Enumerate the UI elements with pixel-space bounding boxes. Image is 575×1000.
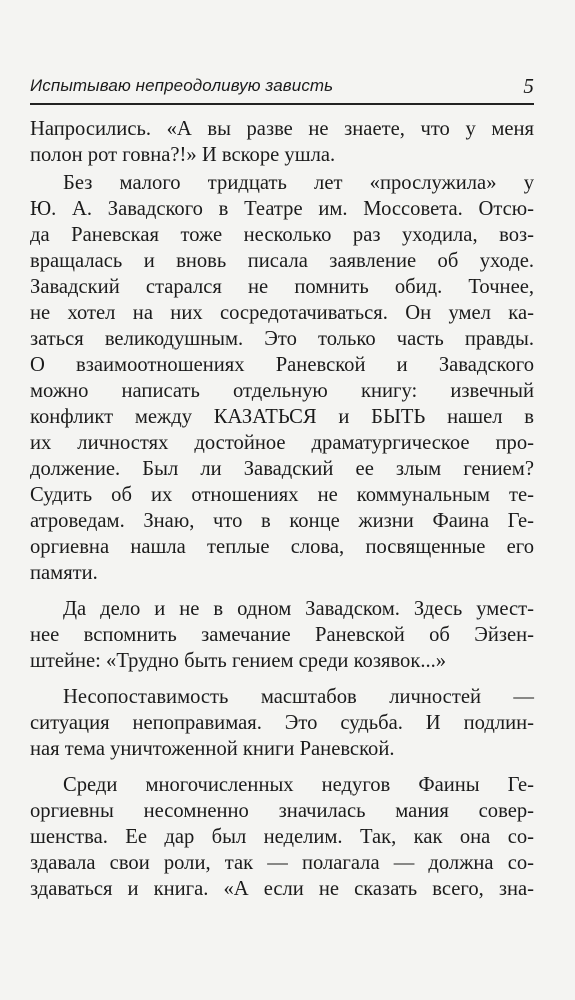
text-line: можно написать отдельную книгу: извечный (30, 380, 534, 402)
text-line: полон рот говна?!» И вскоре ушла. (30, 144, 336, 166)
text-line: оргиевны несомненно значилась мания совер- (30, 800, 534, 822)
body-text (30, 116, 534, 902)
text-line: Напросились. «А вы разве не знаете, что у меня (30, 118, 534, 140)
text-line: Несопоставимость масштабов личностей — (63, 686, 534, 708)
running-head (30, 72, 534, 102)
text-line: памяти. (30, 562, 98, 584)
text-line: шенства. Ее дар был неделим. Так, как она со- (30, 826, 534, 848)
paragraph (30, 772, 534, 902)
text-line: здавала свои роли, так — полагала — должна со- (30, 852, 534, 874)
text-line: О взаимоотношениях Раневской и Завадского (30, 354, 534, 376)
text-line: да Раневская тоже несколько раз уходила, воз- (30, 224, 534, 246)
text-line: атроведам. Знаю, что в конце жизни Фаина Ге- (30, 510, 534, 532)
text-line: их личностях достойное драматургическое про- (30, 432, 534, 454)
text-line: Да дело и не в одном Завадском. Здесь умест- (63, 598, 534, 620)
text-line: не хотел на них сосредотачиваться. Он умел ка- (30, 302, 534, 324)
text-line: нее вспомнить замечание Раневской об Эйзен- (30, 624, 534, 646)
text-line: ситуация непоправимая. Это судьба. И подлин- (30, 712, 534, 734)
header-rule (30, 103, 534, 105)
text-line: вращалась и вновь писала заявление об уходе. (30, 250, 534, 272)
running-title: Испытываю непреодоливую зависть (30, 76, 334, 95)
text-line: Судить об их отношениях не коммунальным те- (30, 484, 534, 506)
text-line: заться великодушным. Это только часть правды. (30, 328, 534, 350)
text-line: штейне: «Трудно быть гением среди козявок...» (30, 650, 447, 672)
text-line: ная тема уничтоженной книги Раневской. (30, 738, 395, 760)
paragraph (30, 684, 534, 762)
text-line: здаваться и книга. «А если не сказать всего, зна- (30, 878, 534, 900)
text-line: Ю. А. Завадского в Театре им. Моссовета. Отсю- (30, 198, 534, 220)
text-line: Завадский старался не помнить обид. Точнее, (30, 276, 534, 298)
text-line: конфликт между КАЗАТЬСЯ и БЫТЬ нашел в (30, 406, 534, 428)
paragraph (30, 170, 534, 586)
page-number: 5 (523, 74, 534, 98)
text-line: оргиевна нашла теплые слова, посвященные его (30, 536, 534, 558)
paragraph (30, 596, 534, 674)
text-line: должение. Был ли Завадский ее злым гением? (30, 458, 534, 480)
text-line: Без малого тридцать лет «прослужила» у (63, 172, 534, 194)
paragraph (30, 116, 534, 168)
text-line: Среди многочисленных недугов Фаины Ге- (63, 774, 534, 796)
